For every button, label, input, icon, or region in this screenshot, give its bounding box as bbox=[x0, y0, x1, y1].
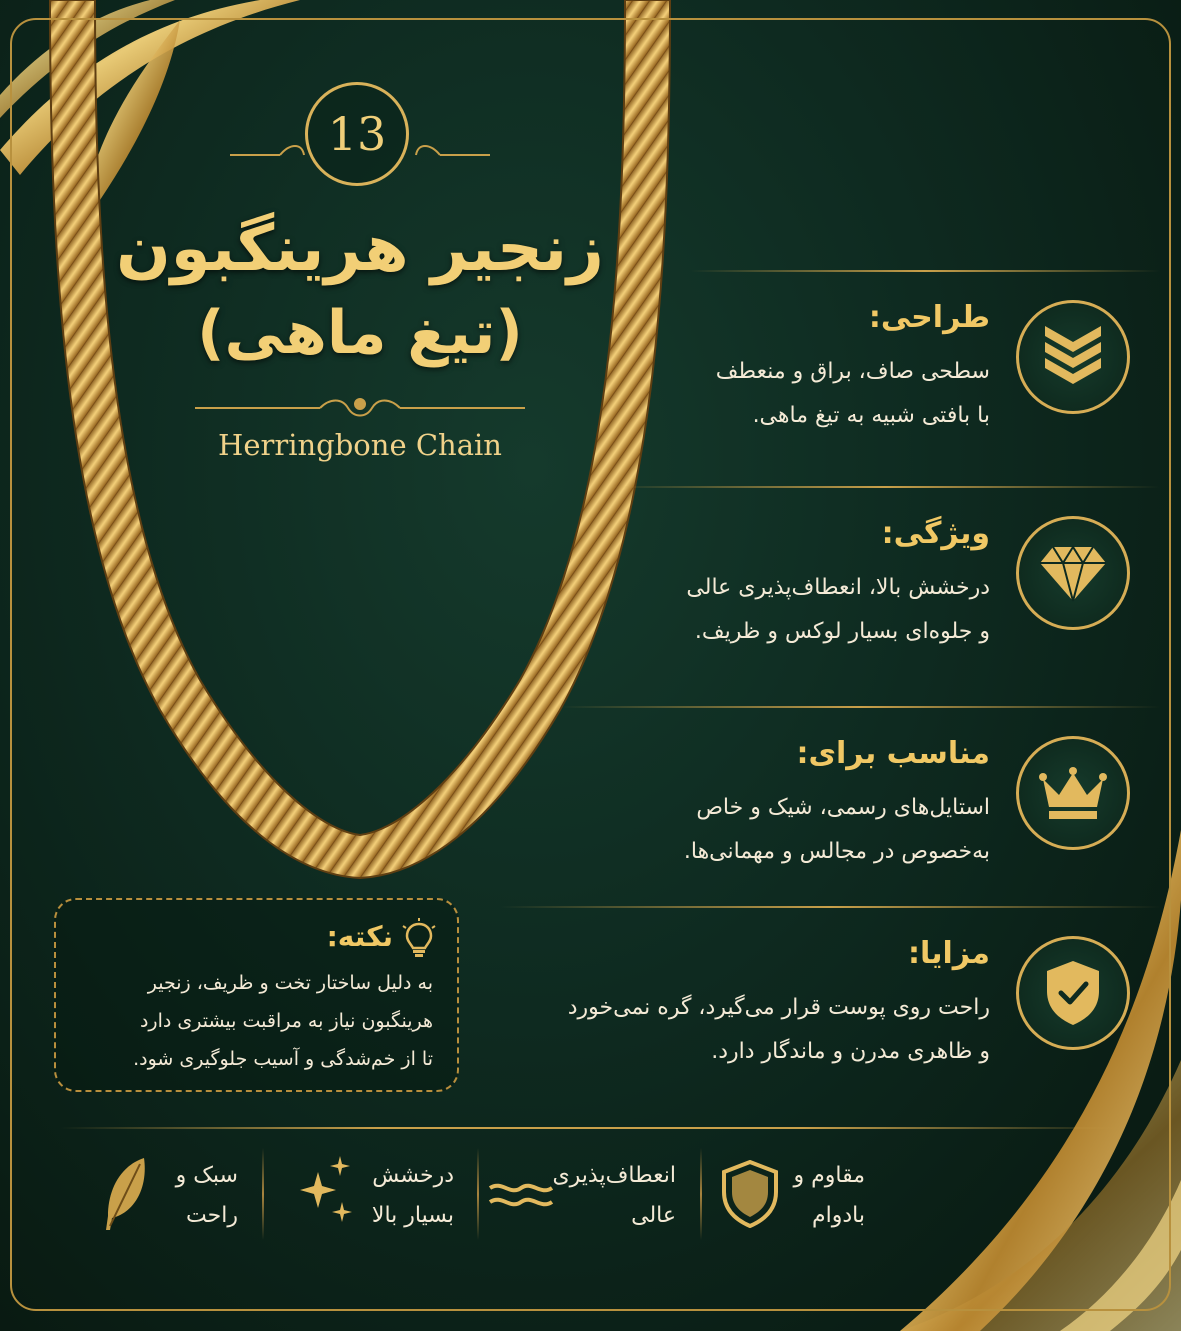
perk-flexible bbox=[488, 1150, 688, 1240]
feature-text: استایل‌های رسمی، شیک و خاص به‌خصوص در مجالس و مهمانی‌ها. bbox=[683, 795, 990, 864]
page-title: زنجیر هرینگبون bbox=[116, 212, 604, 286]
perk-label: درخشش بسیار بالا bbox=[371, 1163, 454, 1228]
feature-text: راحت روی پوست قرار می‌گیرد، گره نمی‌خورد و ظاهری مدرن و ماندگار دارد. bbox=[567, 995, 990, 1064]
lightbulb-icon bbox=[401, 918, 437, 958]
divider bbox=[560, 706, 1160, 708]
separator bbox=[262, 1148, 264, 1240]
feature-quality bbox=[520, 496, 1140, 696]
feather-icon bbox=[100, 1156, 150, 1232]
feature-suitable-for bbox=[520, 716, 1140, 916]
feature-advantages bbox=[520, 916, 1140, 1116]
perk-label: مقاوم و بادوام bbox=[793, 1163, 865, 1228]
crown-icon bbox=[1016, 736, 1130, 850]
diamond-icon bbox=[1016, 516, 1130, 630]
perk-lightweight bbox=[100, 1150, 250, 1240]
perk-durable bbox=[720, 1150, 880, 1240]
bottom-divider bbox=[60, 1127, 1120, 1129]
separator bbox=[477, 1148, 479, 1240]
divider bbox=[610, 486, 1160, 488]
chevron-stack-icon bbox=[1016, 300, 1130, 414]
page-title-secondary: (تیغ ماهی) bbox=[197, 298, 523, 368]
divider bbox=[690, 270, 1160, 272]
shield-icon bbox=[720, 1160, 780, 1228]
number-badge: 13 bbox=[305, 82, 409, 186]
feature-title: مناسب برای: bbox=[796, 736, 990, 771]
shield-check-icon bbox=[1016, 936, 1130, 1050]
perk-label: سبک و راحت bbox=[175, 1163, 238, 1228]
perk-shine bbox=[296, 1150, 466, 1240]
english-subtitle: Herringbone Chain bbox=[218, 428, 502, 462]
sparkle-icon bbox=[296, 1154, 356, 1224]
feature-text: درخشش بالا، انعطاف‌پذیری عالی و جلوه‌ای بسیار لوکس و ظریف. bbox=[686, 575, 990, 644]
feature-text: سطحی صاف، براق و منعطف با بافتی شبیه به تیغ ماهی. bbox=[715, 359, 990, 428]
note-title: نکته: bbox=[326, 920, 393, 953]
wave-icon bbox=[488, 1180, 554, 1210]
feature-title: مزایا: bbox=[907, 936, 990, 971]
feature-design bbox=[520, 280, 1140, 480]
feature-title: ویژگی: bbox=[881, 516, 990, 551]
note-box bbox=[54, 898, 459, 1092]
perk-label: انعطاف‌پذیری عالی bbox=[552, 1163, 676, 1228]
separator bbox=[700, 1148, 702, 1240]
feature-title: طراحی: bbox=[868, 300, 990, 335]
note-text: به دلیل ساختار تخت و ظریف، زنجیر هرینگبون نیاز به مراقبت بیشتری دارد تا از خم‌شدگی و آسیب جلوگیری شود. bbox=[133, 972, 433, 1070]
